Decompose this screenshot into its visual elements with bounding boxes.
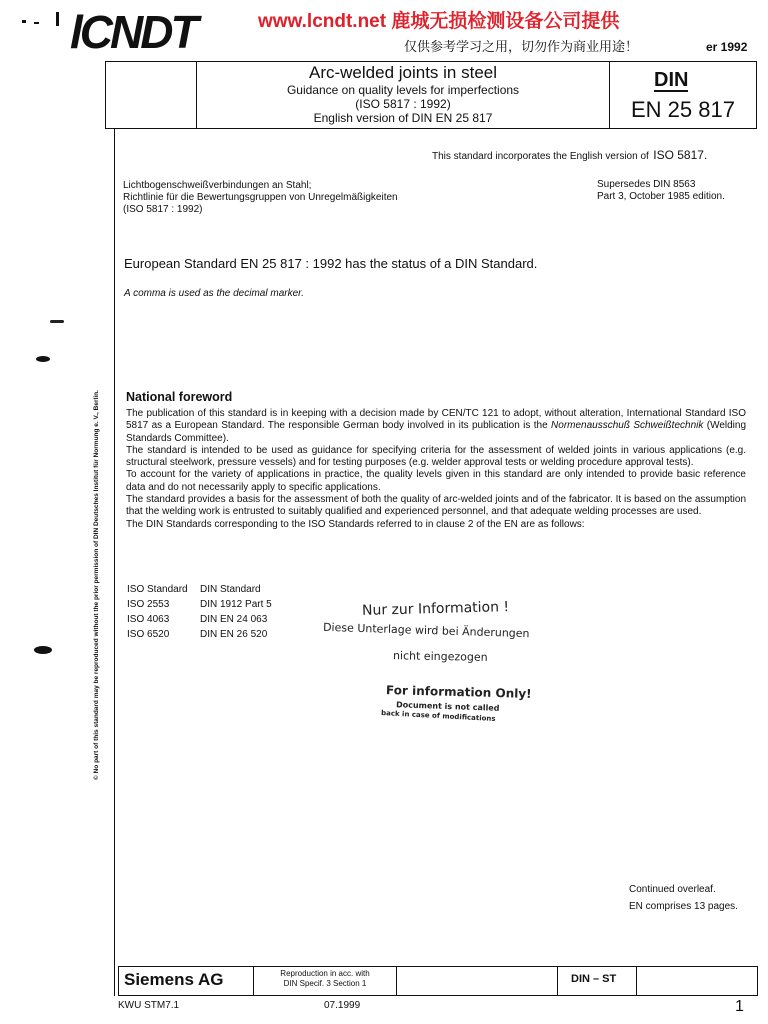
document-version: English version of DIN EN 25 817 (313, 111, 493, 125)
incorporates-ref: ISO 5817. (653, 148, 708, 162)
document-iso-ref: (ISO 5817 : 1992) (355, 97, 451, 111)
german-title (123, 180, 483, 216)
page-number: 1 (735, 998, 744, 1015)
foreword-body (126, 408, 746, 531)
standards-table (127, 584, 272, 644)
scan-mark (50, 320, 64, 323)
copyright-side-text: © No part of this standard may be reproduced without the prior permission of DIN Deutsches Institut für Normung e. V., Berlin. (93, 390, 100, 780)
footer-divider (253, 966, 254, 996)
status-statement: European Standard EN 25 817 : 1992 has the status of a DIN Standard. (124, 256, 538, 271)
foreword-para-1: The publication of this standard is in keeping with a decision made by CEN/TC 121 to adopt, without alteration, International Standard ISO 5817 as a European Standard. The responsible German body involved in its publication is the Normenausschuß Schweißtechnik (Welding Standards Committee). (126, 408, 747, 444)
foreword-para-3: To account for the variety of applications in practice, the quality levels given in this standard are only intended to provide basic reference data and do not necessarily apply to specific applications. (126, 469, 746, 493)
header-left-cell (105, 61, 197, 129)
watermark-url: www.lcndt.net 鹿城无损检测设备公司提供 (258, 11, 620, 32)
footer-din-st: DIN – ST (571, 973, 617, 985)
german-title-line: Richtlinie für die Bewertungsgruppen von Unregelmäßigkeiten (123, 192, 398, 203)
incorporates-text: This standard incorporates the English version of (432, 151, 649, 162)
stamp-de-line-3: nicht eingezogen (392, 649, 488, 664)
supersedes-line: Supersedes DIN 8563 (597, 179, 696, 190)
watermark-note: 仅供参考学习之用，切勿作为商业用途！ (404, 39, 639, 54)
footer-divider (557, 966, 558, 996)
site-logo: lCNDT (70, 6, 196, 58)
standard-number: EN 25 817 (631, 97, 735, 122)
document-subtitle: Guidance on quality levels for imperfections (286, 83, 520, 97)
supersedes-note (597, 179, 757, 203)
scan-mark (36, 356, 50, 362)
foreword-para-5: The DIN Standards corresponding to the ISO Standards referred to in clause 2 of the EN are as follows: (126, 518, 585, 530)
table-header (127, 584, 272, 599)
foreword-heading: National foreword (126, 390, 233, 404)
footer-divider (396, 966, 397, 996)
stamp-en-line-1: For information Only! (385, 683, 532, 701)
stamp-en-line-3: back in case of modifications (380, 709, 496, 723)
german-title-line: Lichtbogenschweißverbindungen an Stahl; (123, 180, 312, 191)
continued-note: Continued overleaf. (629, 884, 716, 895)
table-row: ISO 6520 DIN EN 26 520 (127, 629, 268, 640)
footer-divider (636, 966, 637, 996)
incorporates-line (432, 146, 707, 164)
footer-reproduction: Reproduction in acc. with DIN Specif. 3 Section 1 (280, 969, 370, 988)
foreword-para-4: The standard provides a basis for the assessment of both the quality of arc-welded joints and of the fabricator. It is based on the assumption that the welding work is entrusted to suitably qualified and experienced personnel, and that adequate welding processes are used. (126, 494, 746, 518)
german-title-line: (ISO 5817 : 1992) (123, 204, 203, 215)
document-title: Arc-welded joints in steel (308, 63, 498, 82)
stamp-de-line-1: Nur zur Information ! (361, 599, 510, 619)
date-tag: er 1992 (706, 40, 748, 54)
footer-company: Siemens AG (124, 970, 224, 989)
decimal-note: A comma is used as the decimal marker. (124, 288, 304, 299)
margin-rule (114, 129, 115, 996)
table-row: ISO 2553 DIN 1912 Part 5 (127, 599, 272, 610)
table-row: ISO 4063 DIN EN 24 063 (127, 614, 268, 625)
foreword-para-2: The standard is intended to be used as guidance for specifying criteria for the assessment of welded joints in various applications (e.g. structural steelwork, pressure vessels) and for testing purposes (e.g. welder approval tests or welding procedure approval tests). (126, 444, 746, 469)
header-title-block (197, 61, 609, 125)
stamp-en-line-2: Document is not called (395, 700, 500, 713)
column-header-din: DIN Standard (200, 584, 261, 595)
footer-code: KWU STM7.1 (118, 1000, 180, 1011)
column-header-iso: ISO Standard (127, 584, 188, 595)
stamp-de-line-2: Diese Unterlage wird bei Änderungen (322, 620, 530, 641)
scan-mark (34, 646, 52, 654)
page-count-note: EN comprises 13 pages. (629, 901, 738, 912)
scan-speck-marks (22, 12, 62, 26)
footer-date: 07.1999 (324, 1000, 361, 1011)
supersedes-line: Part 3, October 1985 edition. (597, 191, 725, 202)
din-logo: DIN (654, 69, 689, 91)
